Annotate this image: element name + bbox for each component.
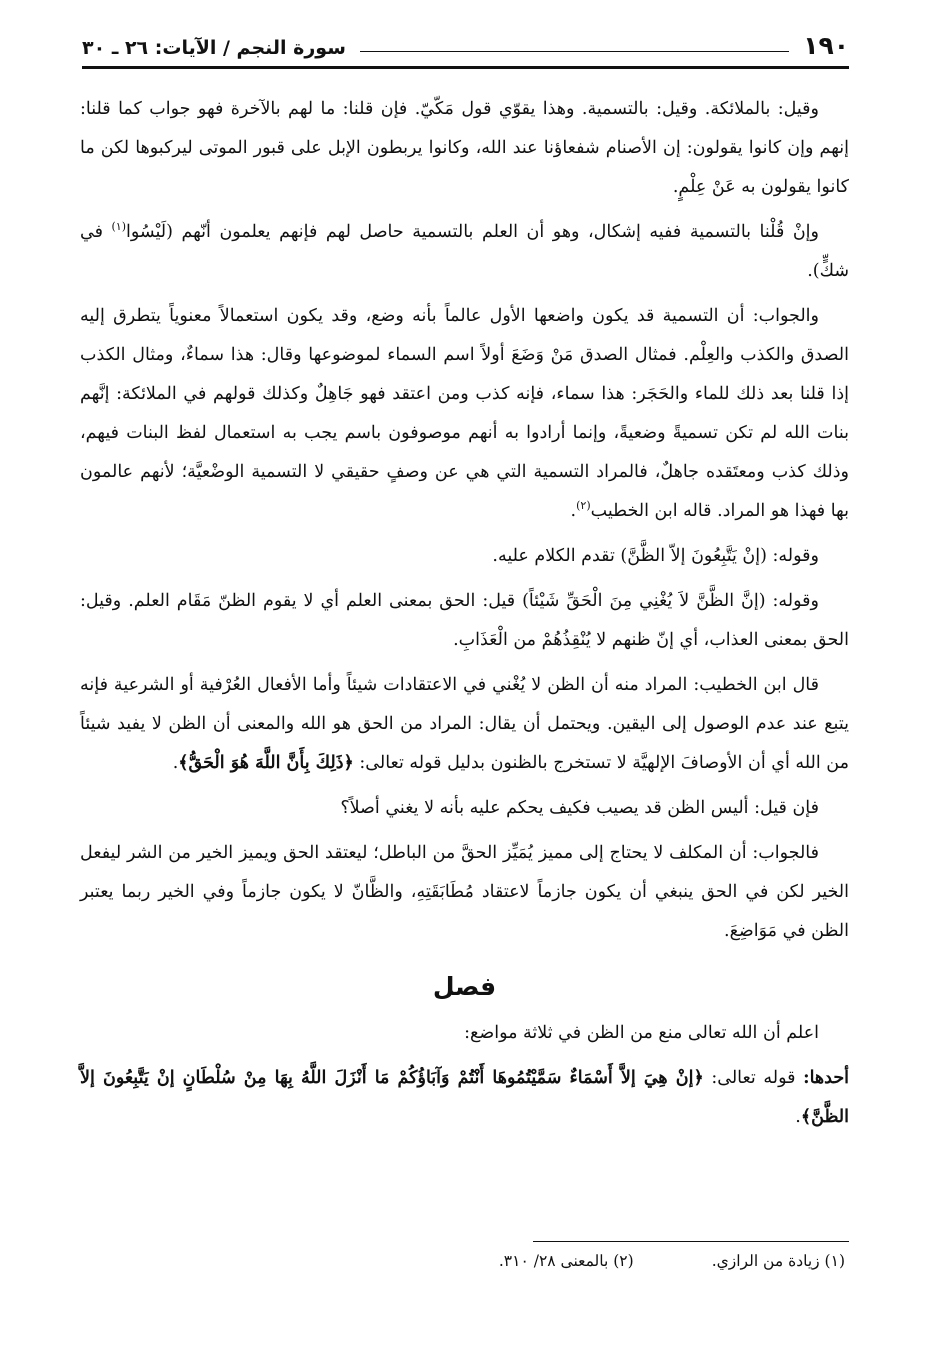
paragraph-2 bbox=[80, 213, 849, 291]
footnote-rule bbox=[533, 1241, 849, 1242]
paragraph-6-tail: . bbox=[172, 753, 179, 773]
paragraph-5: وقوله: (إنَّ الظَّنَّ لاَ يُغْنِي مِنَ الْحَقِّ شَيْئاً) قيل: الحق بمعنى العلم أي لا يقوم الظنّ مَقَام العلم. وقيل: الحق بمعنى العذاب، أي إنّ ظنهم لا يُنْقِذُهُمْ من الْعَذَابِ. bbox=[80, 591, 849, 650]
footnote-ref-1[interactable]: (١) bbox=[111, 220, 126, 234]
paragraph-6-text: قال ابن الخطيب: المراد منه أن الظن لا يُغْني في الاعتقادات شيئاً وأما الأفعال العُرْفية أو الشرعية فإنه يتبع عند عدم الوصول إلى اليقين. ويحتمل أن يقال: المراد من الحق هو الله والمعنى أن الظن لا يفيد شيئاً من الله أي أن الأوصافَ الإلهيَّة لا تستخرج بالظنون بدليل قوله تعالى: bbox=[80, 675, 849, 773]
footnote-ref-2[interactable]: (٢) bbox=[576, 499, 591, 513]
paragraph-10-tail: . bbox=[795, 1107, 801, 1127]
footnotes bbox=[82, 1252, 845, 1278]
quran-verse-2: ﴿إنْ هِيَ إلاَّ أَسْمَاءٌ سَمَّيْتُمُوهَا أَنْتُمْ وَآبَاؤُكُمْ مَا أَنْزَلَ اللَّهُ بِهَا مِنْ سُلْطَانٍ إنْ يَتَّبِعُونَ إلاَّ الظَّنَّ﴾ bbox=[80, 1068, 849, 1127]
paragraph-8: فالجواب: أن المكلف لا يحتاج إلى مميز يُمَيِّز الحقَّ من الباطل؛ ليعتقد الحق ويميز الخير من الشر ليفعل الخير لكن في الحق ينبغي أن يكون جازماً لاعتقاد مُطَابَقَتِهِ، والظَّانّ لا يكون جازماً وفي الخير ربما يعتبر الظن في مَوَاضِعَ. bbox=[80, 843, 849, 941]
paragraph-9: اعلم أن الله تعالى منع من الظن في ثلاثة مواضع: bbox=[464, 1023, 819, 1043]
footnote-2: (٢) بالمعنى ٢٨/ ٣١٠. bbox=[498, 1252, 634, 1270]
page-number: ١٩٠ bbox=[803, 31, 849, 60]
paragraph-10-text: قوله تعالى: bbox=[703, 1068, 804, 1088]
paragraph-3-text: والجواب: أن التسمية قد يكون واضعها الأول عالماً بأنه وضع، وقد يكون استعمالاً معنوياً يتطرق إليه الصدق والكذب والعِلْم. فمثال الصدق مَنْ وَضَعَ أولاً اسم السماء لموضوعها وقال: هذا سماءٌ، ومثال الكذب إذا قلنا بعد ذلك للماء والحَجَر: هذا سماء، فإنه كذب ومن اعتقد فهو جَاهِلٌ وكذلك قولهم في الملائكة: إنَّهم بنات الله لم تكن تسميةً وضعيةً، وإنما أرادوا به أنهم موصوفون باسم يجب به استعمال لفظ البنات فيهم، وذلك كذب ومعتَقده جاهلٌ، فالمراد التسمية التي هي عن وصفٍ حقيقي لا التسمية الوضْعيَّة؛ لأنهم عالمون بها فهذا هو المراد. قاله ابن الخطيب bbox=[80, 306, 849, 521]
paragraph-3-tail: . bbox=[570, 501, 577, 521]
paragraph-10-lead: أحدها: bbox=[803, 1068, 849, 1088]
paragraph-1: وقيل: بالملائكة. وقيل: بالتسمية. وهذا يقوّي قول مَكّيّ. فإن قلنا: ما لهم بالآخرة فهو جواب كما قلنا: إنهم وإن كانوا يقولون: إن الأصنام شفعاؤنا عند الله، وكانوا يربطون الإبل على قبور الموتى ليركبوها لكن ما كانوا يقولون به عَنْ عِلْمٍ. bbox=[80, 99, 849, 197]
paragraph-10 bbox=[80, 1059, 849, 1137]
paragraph-7: فإن قيل: أليس الظن قد يصيب فكيف يحكم عليه بأنه لا يغني أصلاً؟ bbox=[340, 798, 819, 818]
running-head bbox=[82, 22, 849, 69]
paragraph-2-text: وإنْ قُلْنا بالتسمية ففيه إشكال، وهو أن العلم بالتسمية حاصل لهم فإنهم يعلمون أنّهم (لَيْسُوا bbox=[126, 222, 819, 242]
quran-verse-1: ﴿ذَلِكَ بِأَنَّ اللَّهَ هُوَ الْحَقُّ﴾ bbox=[178, 753, 354, 773]
paragraph-2-tail: في شكٍّ). bbox=[80, 222, 849, 281]
header-rule bbox=[360, 51, 789, 52]
footnote-1: (١) زيادة من الرازي. bbox=[711, 1252, 845, 1270]
paragraph-3 bbox=[80, 297, 849, 531]
main-text bbox=[80, 90, 849, 1143]
paragraph-4: وقوله: (إنْ يَتَّبِعُونَ إلاّ الظَّنَّ) تقدم الكلام عليه. bbox=[492, 546, 819, 566]
paragraph-6 bbox=[80, 666, 849, 783]
running-title: سورة النجم / الآيات: ٢٦ ـ ٣٠ bbox=[82, 37, 346, 59]
section-heading: فصل bbox=[432, 972, 497, 1001]
